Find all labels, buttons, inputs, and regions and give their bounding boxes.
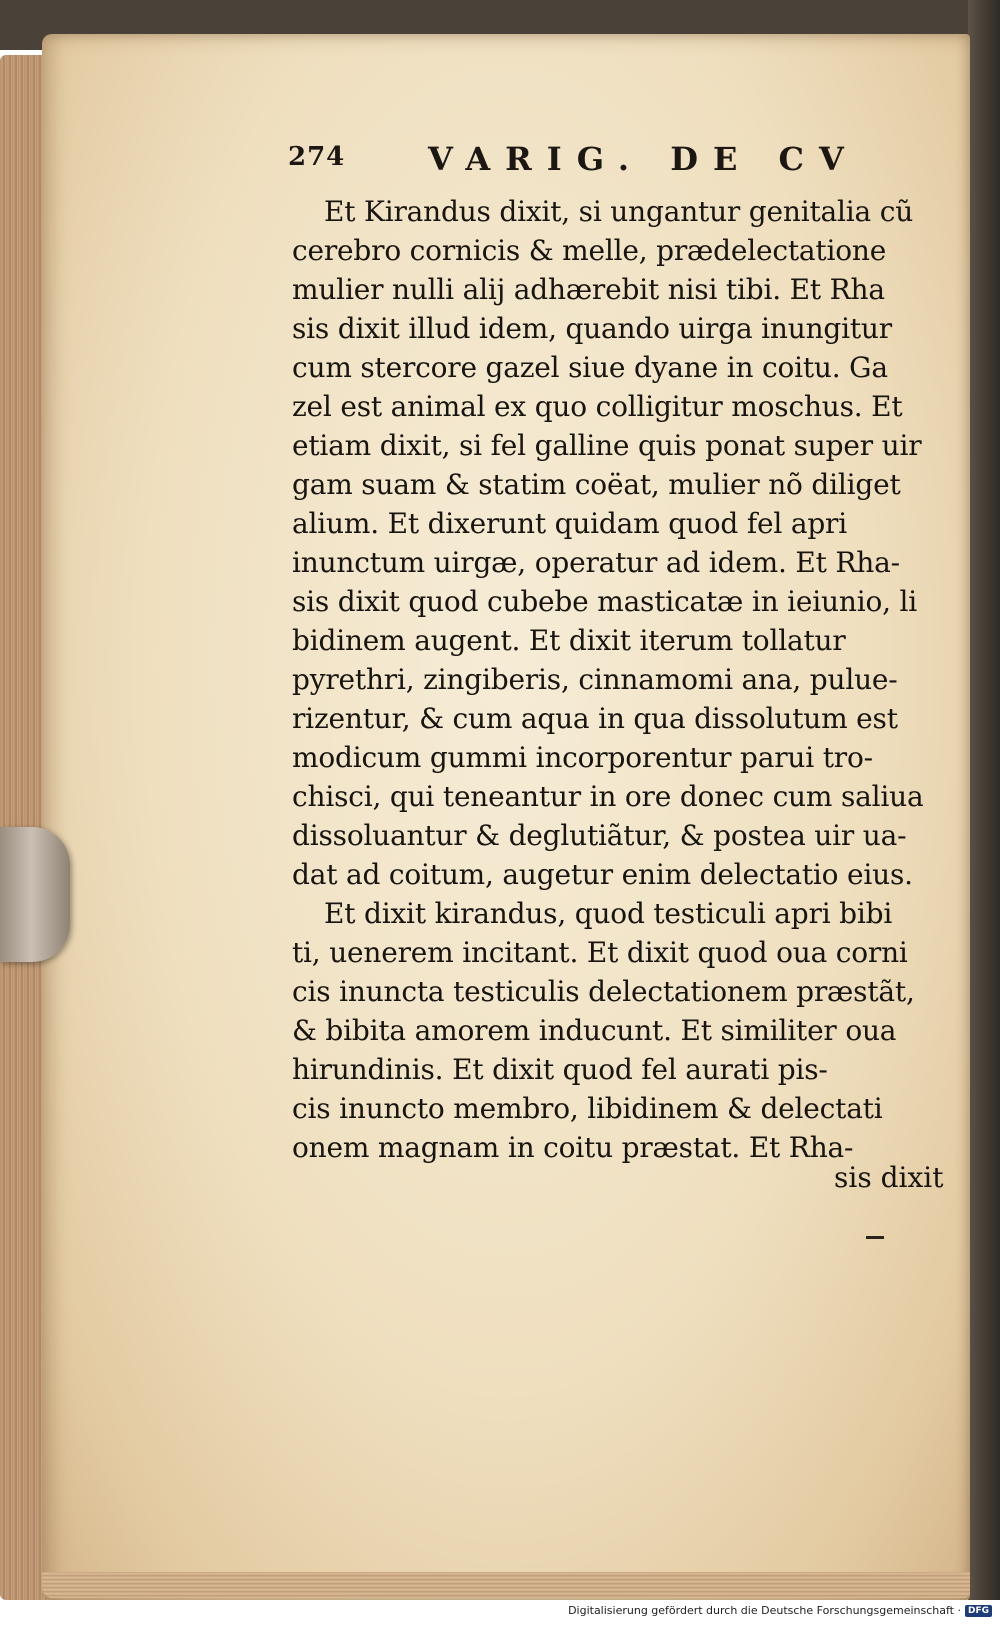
page-header	[288, 140, 908, 180]
credit-text: Digitalisierung gefördert durch die Deutsche Forschungsgemeinschaft ·	[568, 1604, 961, 1617]
text-line: cerebro cornicis & melle, prædelectatione	[292, 234, 887, 267]
text-line: etiam dixit, si fel galline quis ponat super uir	[292, 429, 922, 462]
text-line: mulier nulli alij adhærebit nisi tibi. Et Rha	[292, 273, 885, 306]
text-line: cis inuncto membro, libidinem & delectati	[292, 1092, 883, 1125]
text-line: Et dixit kirandus, quod testiculi apri bibi	[324, 897, 893, 930]
dfg-logo: DFG	[965, 1605, 992, 1617]
text-line: onem magnam in coitu præstat. Et Rha-	[292, 1131, 854, 1164]
body-text	[292, 192, 932, 1167]
text-line: modicum gummi incorporentur parui tro-	[292, 741, 873, 774]
text-line: gam suam & statim coëat, mulier nõ diliget	[292, 468, 901, 501]
text-line: sis dixit quod cubebe masticatæ in ieiunio, li	[292, 585, 918, 618]
text-line: Et Kirandus dixit, si ungantur genitalia cũ	[324, 195, 914, 228]
text-line: alium. Et dixerunt quidam quod fel apri	[292, 507, 847, 540]
text-line: zel est animal ex quo colligitur moschus. Et	[292, 390, 903, 423]
text-line: bidinem augent. Et dixit iterum tollatur	[292, 624, 846, 657]
book-clip	[0, 827, 70, 962]
page-number: 274	[288, 142, 346, 172]
digitization-credit	[568, 1604, 992, 1617]
running-head: VARIG. DE CV	[428, 140, 859, 178]
text-line: pyrethri, zingiberis, cinnamomi ana, pulue-	[292, 663, 898, 696]
scan-background-right	[968, 0, 1000, 1600]
text-line: cum stercore gazel siue dyane in coitu. Ga	[292, 351, 888, 384]
text-line: ti, uenerem incitant. Et dixit quod oua corni	[292, 936, 908, 969]
text-line: dissoluantur & deglutiãtur, & postea uir ua-	[292, 819, 907, 852]
text-line: rizentur, & cum aqua in qua dissolutum est	[292, 702, 898, 735]
catchword: sis dixit	[834, 1161, 944, 1194]
book-bottom-edge	[42, 1572, 970, 1598]
text-line: cis inuncta testiculis delectationem præstãt,	[292, 975, 915, 1008]
text-line: hirundinis. Et dixit quod fel aurati pis-	[292, 1053, 828, 1086]
printer-mark	[866, 1236, 884, 1239]
text-line: & bibita amorem inducunt. Et similiter oua	[292, 1014, 897, 1047]
text-line: chisci, qui teneantur in ore donec cum saliua	[292, 780, 924, 813]
text-line: dat ad coitum, augetur enim delectatio eius.	[292, 858, 913, 891]
text-line: sis dixit illud idem, quando uirga inungitur	[292, 312, 892, 345]
text-line: inunctum uirgæ, operatur ad idem. Et Rha-	[292, 546, 900, 579]
